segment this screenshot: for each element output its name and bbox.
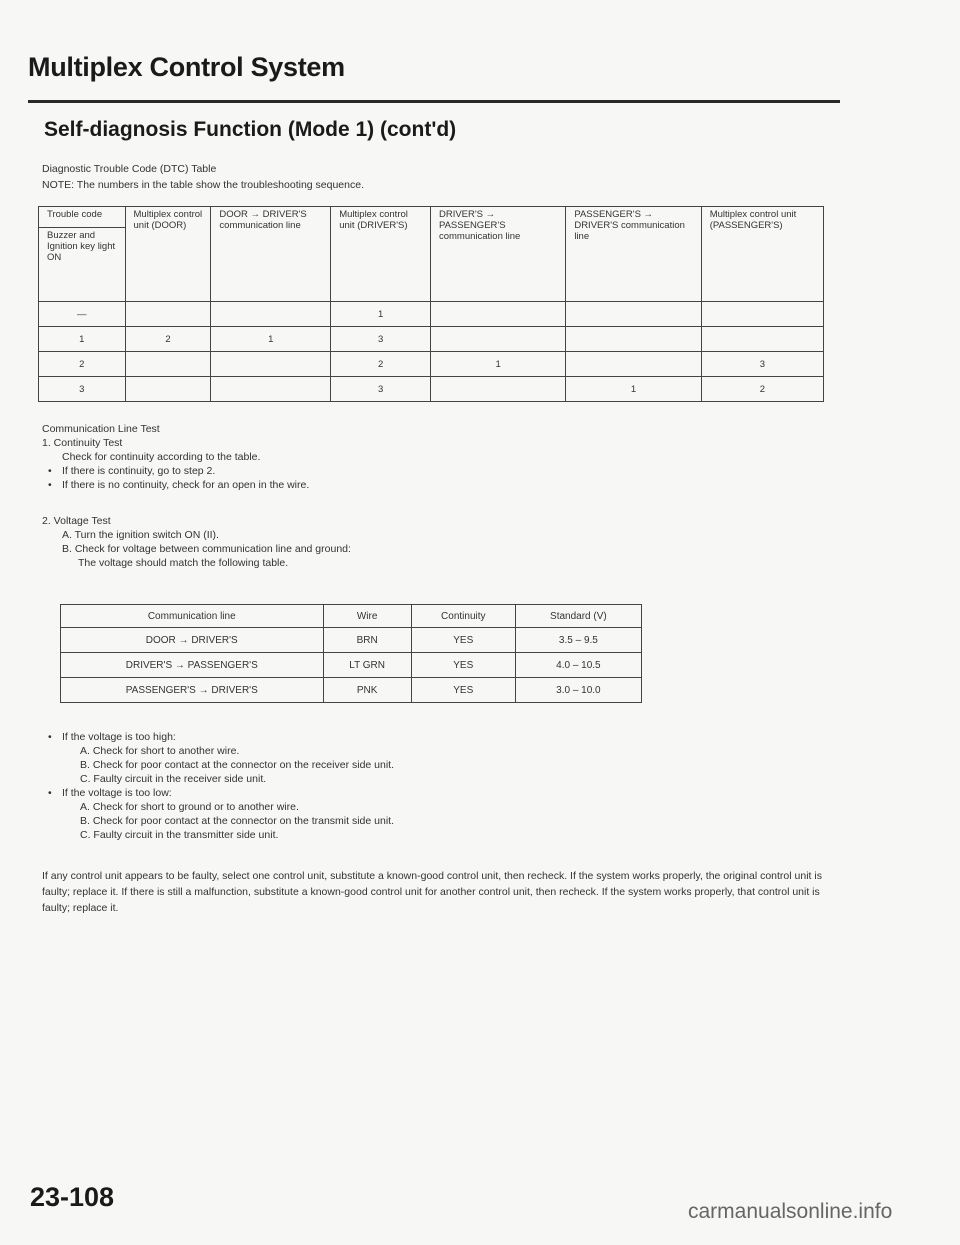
table-row [61, 678, 642, 703]
table-cell [430, 302, 565, 327]
list-item: B. Check for poor contact at the connector on the transmit side unit. [80, 815, 395, 827]
voltage-header-row [61, 605, 642, 628]
dtc-header-row [39, 207, 824, 302]
step-instruction: B. Check for voltage between communication line and ground: [62, 543, 351, 555]
table-cell [125, 352, 211, 377]
table-cell: 2 [331, 352, 431, 377]
dtc-header-col: DOOR → DRIVER'S communication line [211, 207, 331, 302]
page-number: 23-108 [30, 1182, 115, 1212]
table-cell: DRIVER'S → PASSENGER'S [61, 653, 324, 678]
table-cell: 1 [211, 327, 331, 352]
table-cell: 3 [701, 352, 823, 377]
step-continuity-test: 1. Continuity Test [42, 437, 123, 449]
table-row [61, 628, 642, 653]
trouble-code-label: Trouble code [39, 207, 125, 228]
table-cell [701, 327, 823, 352]
table-cell: PNK [323, 678, 411, 703]
table-cell: 2 [125, 327, 211, 352]
table-header: Standard (V) [515, 605, 641, 628]
table-cell: — [39, 302, 126, 327]
list-item: A. Check for short to another wire. [80, 745, 240, 757]
table-cell: LT GRN [323, 653, 411, 678]
table-row [39, 352, 824, 377]
dtc-table-heading: Diagnostic Trouble Code (DTC) Table [42, 163, 217, 175]
table-cell: DOOR → DRIVER'S [61, 628, 324, 653]
table-row [39, 302, 824, 327]
table-cell: 1 [566, 377, 701, 402]
table-cell [566, 327, 701, 352]
table-row [39, 377, 824, 402]
dtc-header-col: Multiplex control unit (DRIVER'S) [331, 207, 431, 302]
voltage-table [60, 604, 642, 703]
table-cell: YES [411, 653, 515, 678]
table-cell [430, 327, 565, 352]
buzzer-label: Buzzer and Ignition key light ON [47, 230, 116, 263]
list-item-voltage-low: • If the voltage is too low: [62, 786, 172, 800]
dtc-header-col: Multiplex control unit (PASSENGER'S) [701, 207, 823, 302]
title-rule [28, 100, 840, 103]
dtc-table-note: NOTE: The numbers in the table show the troubleshooting sequence. [42, 179, 364, 191]
list-item: C. Faulty circuit in the receiver side unit. [80, 773, 267, 785]
step-instruction: Check for continuity according to the table. [62, 451, 261, 463]
table-cell: PASSENGER'S → DRIVER'S [61, 678, 324, 703]
table-cell [566, 302, 701, 327]
table-row [61, 653, 642, 678]
list-item-voltage-high: • If the voltage is too high: [62, 730, 176, 744]
table-cell: YES [411, 678, 515, 703]
step-voltage-test: 2. Voltage Test [42, 515, 111, 527]
table-cell [211, 302, 331, 327]
table-cell: 3 [39, 377, 126, 402]
table-cell: 3 [331, 327, 431, 352]
table-header: Wire [323, 605, 411, 628]
table-header: Communication line [61, 605, 324, 628]
step-instruction: The voltage should match the following table. [78, 557, 289, 569]
table-cell [211, 352, 331, 377]
list-item: C. Faulty circuit in the transmitter side unit. [80, 829, 279, 841]
watermark: carmanualsonline.info [688, 1200, 893, 1223]
table-cell: 4.0 – 10.5 [515, 653, 641, 678]
table-cell: YES [411, 628, 515, 653]
closing-paragraph: If any control unit appears to be faulty, select one control unit, substitute a known-good control unit, then recheck. If the system works properly, the original control unit is faulty; replace it. If there is still a malfunction, substitute a known-good control unit for another control unit, then recheck. If the system works properly, that control unit is faulty; replace it. [42, 870, 822, 914]
communication-line-test-title: Communication Line Test [42, 423, 160, 435]
list-item: • If there is no continuity, check for an open in the wire. [62, 478, 309, 492]
table-cell [125, 377, 211, 402]
table-cell [701, 302, 823, 327]
table-cell [211, 377, 331, 402]
table-cell: 1 [39, 327, 126, 352]
list-item: • If there is continuity, go to step 2. [62, 464, 215, 478]
section-title: Self-diagnosis Function (Mode 1) (cont'd) [44, 118, 457, 141]
table-cell: 1 [331, 302, 431, 327]
table-cell: 1 [430, 352, 565, 377]
page-title: Multiplex Control System [28, 52, 345, 82]
table-cell: 2 [701, 377, 823, 402]
table-cell: 2 [39, 352, 126, 377]
table-cell: BRN [323, 628, 411, 653]
dtc-header-col: PASSENGER'S → DRIVER'S communication line [566, 207, 701, 302]
list-item: B. Check for poor contact at the connector on the receiver side unit. [80, 759, 395, 771]
table-header: Continuity [411, 605, 515, 628]
table-cell [566, 352, 701, 377]
table-row [39, 327, 824, 352]
table-cell [125, 302, 211, 327]
table-cell: 3 [331, 377, 431, 402]
table-cell [430, 377, 565, 402]
dtc-header-col: Multiplex control unit (DOOR) [125, 207, 211, 302]
table-cell: 3.5 – 9.5 [515, 628, 641, 653]
step-instruction: A. Turn the ignition switch ON (II). [62, 529, 219, 541]
dtc-table [38, 206, 824, 402]
dtc-header-col: DRIVER'S → PASSENGER'S communication line [430, 207, 565, 302]
list-item: A. Check for short to ground or to another wire. [80, 801, 299, 813]
table-cell: 3.0 – 10.0 [515, 678, 641, 703]
dtc-header-trouble-code [39, 207, 126, 302]
